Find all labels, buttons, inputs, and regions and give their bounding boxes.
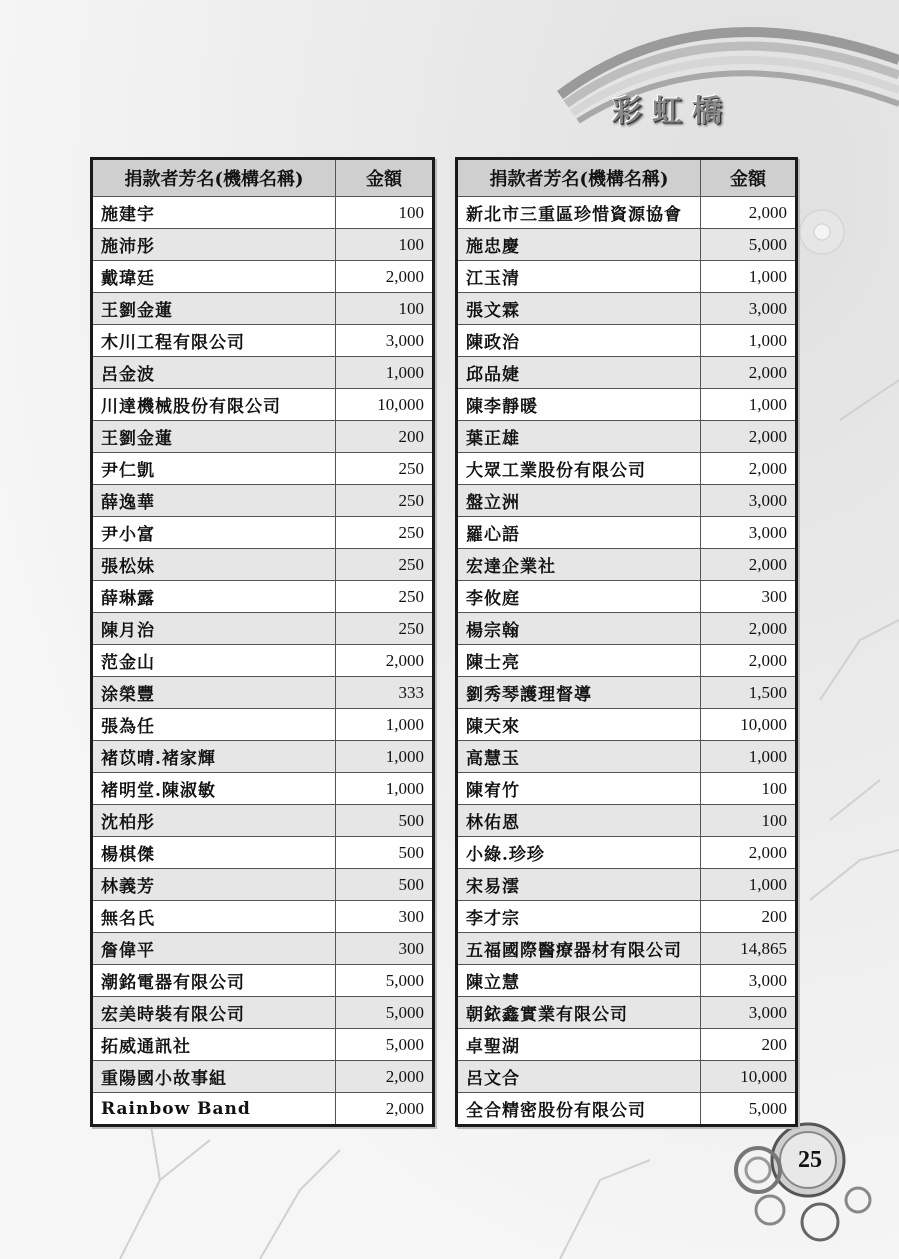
table-row: [92, 293, 434, 325]
section-title: 彩虹橋: [612, 94, 732, 129]
table-row: [457, 709, 797, 741]
donor-name: 尹小富: [92, 517, 336, 549]
table-row: [92, 389, 434, 421]
table-row: [457, 357, 797, 389]
donor-name: 薛琳露: [92, 581, 336, 613]
donation-amount: 300: [701, 581, 797, 613]
donor-name: 楊宗翰: [457, 613, 701, 645]
donation-amount: 2,000: [701, 837, 797, 869]
table-row: [92, 453, 434, 485]
donation-amount: 100: [336, 197, 434, 229]
donor-name: 新北市三重區珍惜資源協會: [457, 197, 701, 229]
table-row: [457, 325, 797, 357]
donation-amount: 200: [336, 421, 434, 453]
donation-amount: 3,000: [701, 997, 797, 1029]
table-row: [457, 229, 797, 261]
table-row: [92, 261, 434, 293]
table-row: [92, 485, 434, 517]
donation-amount: 300: [336, 901, 434, 933]
donor-name: 林佑恩: [457, 805, 701, 837]
table-row: [457, 677, 797, 709]
table-row: [457, 517, 797, 549]
donation-amount: 100: [701, 773, 797, 805]
table-row: [457, 293, 797, 325]
donation-amount: 2,000: [701, 453, 797, 485]
donation-amount: 3,000: [336, 325, 434, 357]
donor-name: 張松妹: [92, 549, 336, 581]
table-row: [457, 197, 797, 229]
donation-amount: 5,000: [701, 229, 797, 261]
donation-amount: 1,000: [336, 357, 434, 389]
donor-name: 范金山: [92, 645, 336, 677]
donation-amount: 5,000: [701, 1093, 797, 1126]
donor-name: 木川工程有限公司: [92, 325, 336, 357]
donation-amount: 250: [336, 485, 434, 517]
donor-table-left: [90, 157, 435, 1127]
donation-amount: 100: [336, 293, 434, 325]
table-header-row: [457, 159, 797, 197]
table-row: [92, 1093, 434, 1126]
donor-name: 施建宇: [92, 197, 336, 229]
donation-amount: 200: [701, 901, 797, 933]
table-row: [457, 453, 797, 485]
donation-amount: 250: [336, 517, 434, 549]
donor-name: 全合精密股份有限公司: [457, 1093, 701, 1126]
donation-amount: 3,000: [701, 293, 797, 325]
donation-amount: 3,000: [701, 485, 797, 517]
donation-amount: 1,000: [336, 709, 434, 741]
table-row: [457, 965, 797, 997]
donation-amount: 1,000: [336, 741, 434, 773]
table-row: [92, 869, 434, 901]
donation-amount: 1,000: [701, 869, 797, 901]
donor-name: 大眾工業股份有限公司: [457, 453, 701, 485]
table-row: [92, 773, 434, 805]
donation-amount: 1,000: [701, 325, 797, 357]
donor-table-right: [455, 157, 798, 1127]
donor-name: 褚苡晴.褚家輝: [92, 741, 336, 773]
donor-rows-left: [92, 197, 434, 1126]
header-donor-name: 捐款者芳名(機構名稱): [457, 159, 701, 197]
donor-name: 宏達企業社: [457, 549, 701, 581]
table-row: [92, 581, 434, 613]
donor-name: 張為任: [92, 709, 336, 741]
table-row: [92, 997, 434, 1029]
page-number: 25: [798, 1147, 822, 1173]
donor-name: 江玉清: [457, 261, 701, 293]
donation-amount: 5,000: [336, 1029, 434, 1061]
header-amount: 金額: [701, 159, 797, 197]
donation-amount: 1,000: [701, 389, 797, 421]
table-row: [92, 933, 434, 965]
table-row: [457, 1061, 797, 1093]
donation-amount: 2,000: [701, 549, 797, 581]
table-row: [457, 901, 797, 933]
donor-name: 李才宗: [457, 901, 701, 933]
donation-amount: 10,000: [701, 1061, 797, 1093]
donation-amount: 3,000: [701, 965, 797, 997]
donor-name: 陳宥竹: [457, 773, 701, 805]
donor-name: 王劉金蓮: [92, 421, 336, 453]
table-row: [457, 869, 797, 901]
donor-name: 拓威通訊社: [92, 1029, 336, 1061]
donation-amount: 100: [336, 229, 434, 261]
flower-decoration: [800, 210, 844, 254]
donor-name: 呂文合: [457, 1061, 701, 1093]
donation-amount: 250: [336, 581, 434, 613]
table-header-row: [92, 159, 434, 197]
donation-amount: 2,000: [701, 197, 797, 229]
table-row: [457, 261, 797, 293]
donation-amount: 5,000: [336, 965, 434, 997]
donor-name: 張文霖: [457, 293, 701, 325]
table-row: [92, 837, 434, 869]
donor-name: 林義芳: [92, 869, 336, 901]
donor-name: 高慧玉: [457, 741, 701, 773]
table-row: [92, 901, 434, 933]
donor-name: 呂金波: [92, 357, 336, 389]
donation-amount: 100: [701, 805, 797, 837]
donation-amount: 2,000: [336, 645, 434, 677]
donation-amount: 2,000: [701, 421, 797, 453]
donor-name: 無名氏: [92, 901, 336, 933]
table-row: [92, 421, 434, 453]
table-row: [92, 677, 434, 709]
donor-name: 褚明堂.陳淑敏: [92, 773, 336, 805]
donation-amount: 2,000: [336, 261, 434, 293]
donation-amount: 2,000: [701, 645, 797, 677]
donation-amount: 250: [336, 613, 434, 645]
table-row: [92, 613, 434, 645]
donor-name: 葉正雄: [457, 421, 701, 453]
donor-name: 小綠.珍珍: [457, 837, 701, 869]
donation-amount: 2,000: [336, 1093, 434, 1126]
donor-name: 詹偉平: [92, 933, 336, 965]
donation-amount: 3,000: [701, 517, 797, 549]
table-row: [92, 645, 434, 677]
donor-name: 朝銥鑫實業有限公司: [457, 997, 701, 1029]
table-row: [457, 613, 797, 645]
table-row: [457, 581, 797, 613]
donor-name: 施忠慶: [457, 229, 701, 261]
table-row: [92, 229, 434, 261]
table-row: [92, 709, 434, 741]
table-row: [457, 389, 797, 421]
donation-amount: 333: [336, 677, 434, 709]
table-row: [92, 741, 434, 773]
donor-name: 陳政治: [457, 325, 701, 357]
table-row: [457, 549, 797, 581]
donor-name: 宋易澐: [457, 869, 701, 901]
donor-name: 宏美時裝有限公司: [92, 997, 336, 1029]
header-amount: 金額: [336, 159, 434, 197]
donation-amount: 500: [336, 869, 434, 901]
donor-name: 施沛彤: [92, 229, 336, 261]
donor-name: 劉秀琴護理督導: [457, 677, 701, 709]
table-row: [457, 421, 797, 453]
donation-amount: 200: [701, 1029, 797, 1061]
donation-amount: 10,000: [701, 709, 797, 741]
donation-amount: 2,000: [336, 1061, 434, 1093]
donation-amount: 14,865: [701, 933, 797, 965]
table-row: [92, 805, 434, 837]
donation-amount: 2,000: [701, 613, 797, 645]
donor-name: 陳月治: [92, 613, 336, 645]
donor-name: 李攸庭: [457, 581, 701, 613]
table-row: [457, 837, 797, 869]
donation-amount: 2,000: [701, 357, 797, 389]
donor-name: 楊棋傑: [92, 837, 336, 869]
table-row: [457, 773, 797, 805]
table-row: [92, 1061, 434, 1093]
donor-name: 陳立慧: [457, 965, 701, 997]
donor-name: 川達機械股份有限公司: [92, 389, 336, 421]
donation-amount: 250: [336, 453, 434, 485]
table-row: [92, 357, 434, 389]
donor-name: 重陽國小故事組: [92, 1061, 336, 1093]
donation-amount: 5,000: [336, 997, 434, 1029]
donor-name: 戴瑋廷: [92, 261, 336, 293]
donation-amount: 500: [336, 805, 434, 837]
donor-name: 邱品婕: [457, 357, 701, 389]
donation-amount: 10,000: [336, 389, 434, 421]
donor-name: 潮銘電器有限公司: [92, 965, 336, 997]
table-row: [457, 1029, 797, 1061]
donation-amount: 500: [336, 837, 434, 869]
table-row: [457, 741, 797, 773]
donor-rows-right: [457, 197, 797, 1126]
table-row: [92, 549, 434, 581]
table-row: [92, 517, 434, 549]
donor-name: 薛逸華: [92, 485, 336, 517]
header-donor-name: 捐款者芳名(機構名稱): [92, 159, 336, 197]
donor-name: Rainbow Band: [92, 1093, 336, 1126]
donor-name: 陳李靜暖: [457, 389, 701, 421]
donation-amount: 1,500: [701, 677, 797, 709]
donor-name: 羅心語: [457, 517, 701, 549]
donor-name: 沈柏彤: [92, 805, 336, 837]
table-row: [92, 965, 434, 997]
donor-name: 五福國際醫療器材有限公司: [457, 933, 701, 965]
donor-name: 陳士亮: [457, 645, 701, 677]
donation-amount: 250: [336, 549, 434, 581]
table-row: [92, 197, 434, 229]
donor-name: 涂榮豐: [92, 677, 336, 709]
table-row: [457, 485, 797, 517]
donor-name: 王劉金蓮: [92, 293, 336, 325]
donation-amount: 1,000: [701, 261, 797, 293]
table-row: [92, 325, 434, 357]
donor-name: 卓聖湖: [457, 1029, 701, 1061]
donation-amount: 300: [336, 933, 434, 965]
table-row: [457, 997, 797, 1029]
table-row: [457, 933, 797, 965]
table-row: [92, 1029, 434, 1061]
donor-name: 尹仁凱: [92, 453, 336, 485]
donation-amount: 1,000: [336, 773, 434, 805]
donor-name: 盤立洲: [457, 485, 701, 517]
donation-amount: 1,000: [701, 741, 797, 773]
table-row: [457, 645, 797, 677]
table-row: [457, 805, 797, 837]
table-row: [457, 1093, 797, 1126]
donor-name: 陳天來: [457, 709, 701, 741]
